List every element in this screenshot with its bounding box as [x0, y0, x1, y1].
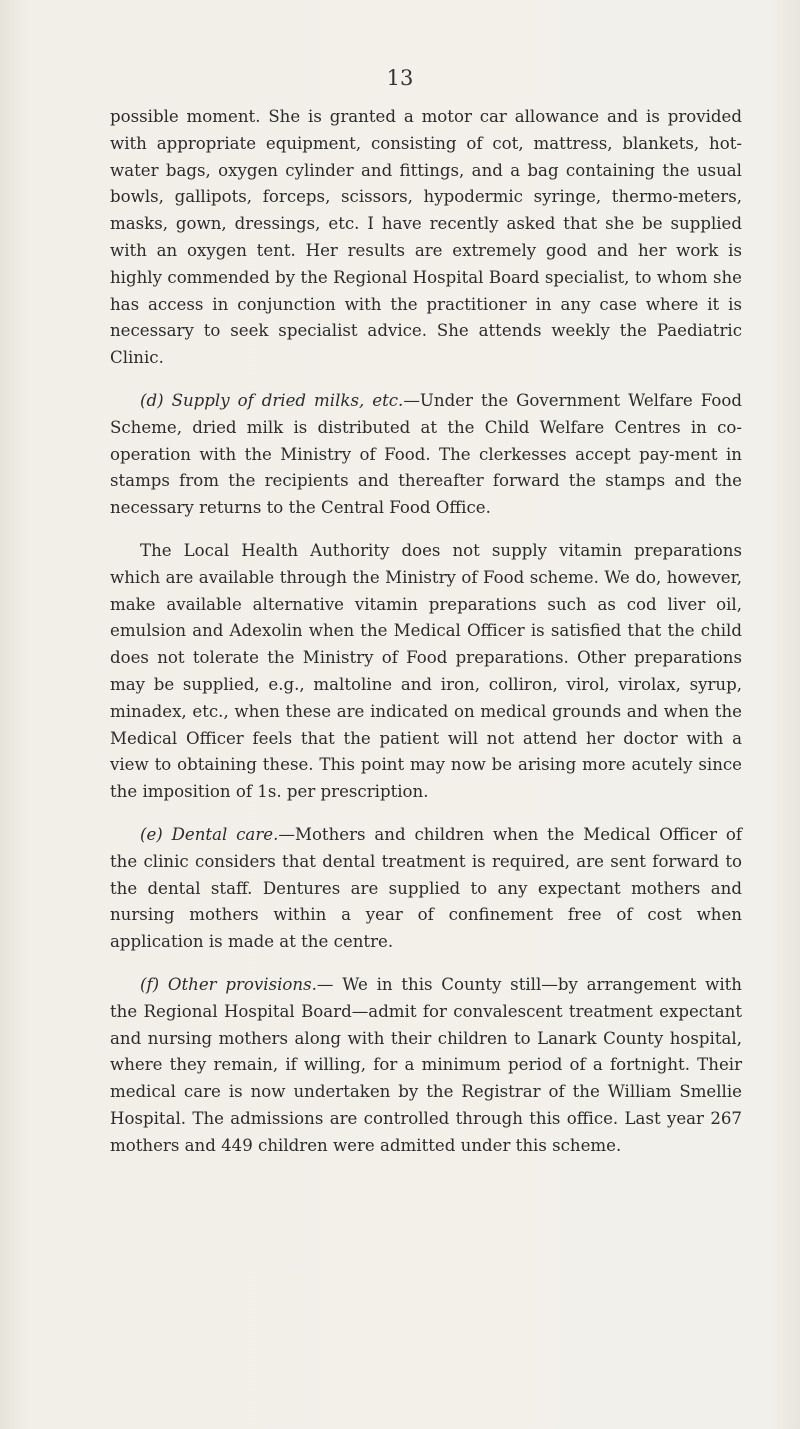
body-text	[110, 104, 742, 1175]
paragraph-text: The Local Health Authority does not supply vitamin preparations which are available through the Ministry of Food scheme. We do, however, make available alternative vitamin preparations such as cod liver oil, emulsion and Adexolin when the Medical Officer is satisfied that the child does not tolerate the Ministry of Food preparations. Other preparations may be supplied, e.g., maltoline and iron, colliron, virol, virolax, syrup, minadex, etc., when these are indicated on medical grounds and when the Medical Officer feels that the patient will not attend her doctor with a view to obtaining these. This point may now be arising more acutely since the imposition of 1s. per prescription.	[110, 540, 742, 802]
page-number: 13	[386, 66, 414, 90]
paragraph-continuation	[110, 104, 742, 372]
paragraph-text: — We in this County still—by arrangement with the Regional Hospital Board—admit for convalescent treatment expectant and nursing mothers along with their children to Lanark County hospital, where they remain, if willing, for a minimum period of a fortnight. Their medical care is now undertaken by the Registrar of the William Smellie Hospital. The admissions are controlled through this office. Last year 267 mothers and 449 children were admitted under this scheme.	[110, 974, 742, 1155]
paragraph-text: —Mothers and children when the Medical Officer of the clinic considers that dental treatment is required, are sent forward to the dental staff. Dentures are supplied to any expectant mothers and nursing mothers within a year of confinement free of cost when application is made at the centre.	[110, 824, 742, 952]
paragraph-vitamin	[110, 538, 742, 806]
paragraph-dental-care	[110, 822, 742, 956]
paragraph-text: —Under the Government Welfare Food Scheme, dried milk is distributed at the Child Welfare Centres in co-operation with the Ministry of Food. The clerkesses accept pay-ment in stamps from the recipients and thereafter forward the stamps and the necessary returns to the Central Food Office.	[110, 390, 742, 518]
section-label-dried-milks: (d) Supply of dried milks, etc.	[140, 390, 404, 410]
paragraph-text: possible moment. She is granted a motor car allowance and is provided with appropriate equipment, consisting of cot, mattress, blankets, hot-water bags, oxygen cylinder and fittings, and a bag containing the usual bowls, gallipots, forceps, scissors, hypodermic syringe, thermo-meters, masks, gown, dressings, etc. I have recently asked that she be supplied with an oxygen tent. Her results are extremely good and her work is highly commended by the Regional Hospital Board specialist, to whom she has access in conjunction with the practitioner in any case where it is necessary to seek specialist advice. She attends weekly the Paediatric Clinic.	[110, 107, 742, 368]
paragraph-other-provisions	[110, 972, 742, 1160]
section-label-other-provisions: (f) Other provisions.	[140, 974, 317, 994]
section-label-dental-care: (e) Dental care.	[140, 824, 279, 844]
paragraph-dried-milks	[110, 388, 742, 522]
